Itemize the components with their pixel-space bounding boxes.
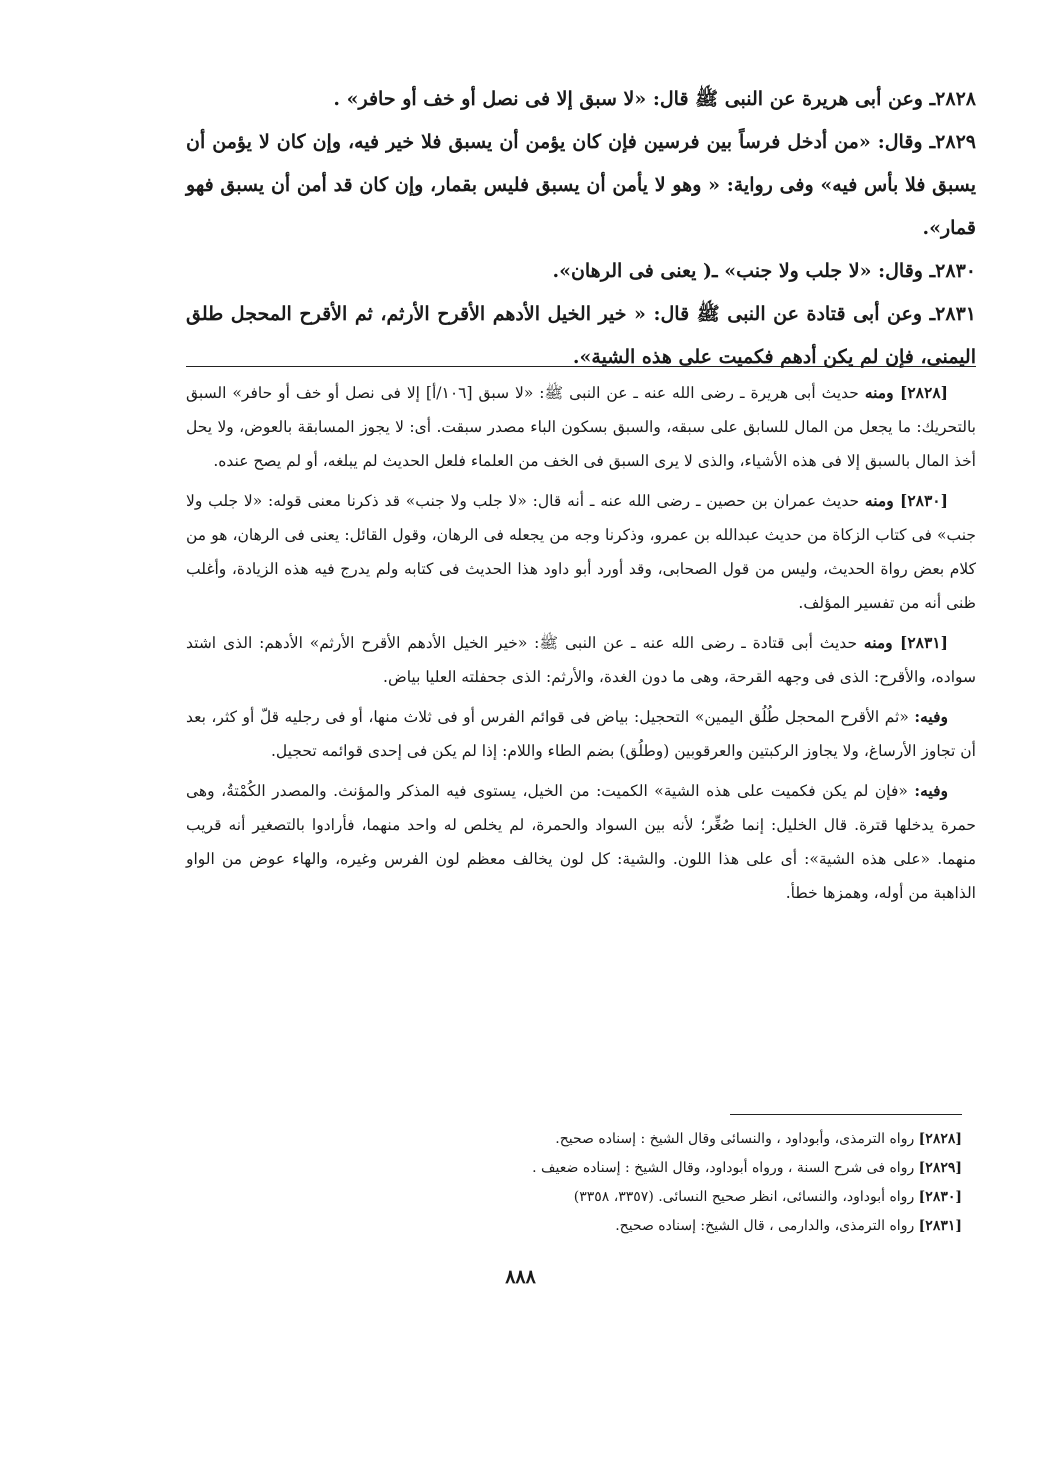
commentary-section — [186, 376, 976, 916]
commentary-text: حديث عمران بن حصين ـ رضى الله عنه ـ أنه قال: «لا جلب ولا جنب» قد ذكرنا معنى قوله: «لا جلب ولا جنب» فى كتاب الزكاة من حديث عبدالله بن عمرو، وذكرنا وجه من يجعله فى الرهان، وقول القائل: يعنى فى الرهان، هو من كلام بعض رواة الحديث، وليس من قول الصحابى، وقد أورد أبو داود هذا الحديث فى كتابه ولم يدرج فيه هذه الزيادة، وأغلب ظنى أنه من تفسير المؤلف. — [186, 492, 976, 612]
commentary-text: «فإن لم يكن فكميت على هذه الشية» الكميت: من الخيل، يستوى فيه المذكر والمؤنث. والمصدر الكُمْتةُ، وهى حمرة يدخلها قترة. قال الخليل: إنما صُغِّر؛ لأنه بين السواد والحمرة، لم يخلص له واحد منهما، فأرادوا بالتصغير أنه قريب منهما. «على هذه الشية»: أى على هذا اللون. والشية: كل لون يخالف معظم لون الفرس وغيره، والهاء عوض من الواو الذاهبة من أوله، وهمزها خطأ. — [186, 782, 976, 902]
footnote-2829 — [400, 1154, 962, 1183]
commentary-text: «ثم الأقرح المحجل طُلُق اليمين» التحجيل: بياض فى قوائم الفرس أو فى ثلاث منها، أو فى رجليه قلّ أو كثر، بعد أن تجاوز الأرساغ، ولا يجاوز الركبتين والعرقوبين (وطلُق) بضم الطاء واللام: إذا لم يكن فى إحدى قوائمه تحجيل. — [186, 708, 976, 760]
footnote-number: [٢٨٣١] — [918, 1218, 962, 1234]
hadith-number: ٢٨٣٠ـ — [929, 260, 976, 282]
footnotes-section — [400, 1125, 962, 1241]
footnote-number: [٢٨٢٨] — [918, 1131, 962, 1147]
footnote-divider — [730, 1114, 962, 1115]
hadith-text: وقال: «لا جلب ولا جنب» ـ( يعنى فى الرهان». — [552, 260, 923, 282]
page-number: ٨٨٨ — [505, 1266, 536, 1288]
footnote-number: [٢٨٣٠] — [918, 1189, 962, 1205]
commentary-text: حديث أبى هريرة ـ رضى الله عنه ـ عن النبى ﷺ: «لا سبق [١٠٦/أ] إلا فى نصل أو خف أو حافر» السبق بالتحريك: ما يجعل من المال للسابق على سبقه، والسبق بسكون الباء مصدر سبقت. أى: لا يجوز المسابقة بالعوض، ولا يحل أخذ المال بالسبق إلا فى هذه الأشياء، والذى لا يرى السبق فى الخف من العلماء فلعل الحديث لم يبلغه، أو لم يصح عنده. — [186, 384, 976, 470]
commentary-text: حديث أبى قتادة ـ رضى الله عنه ـ عن النبى ﷺ: «خير الخيل الأدهم الأقرح الأرثم» الأدهم: الذى اشتد سواده، والأقرح: الذى فى وجهه القرحة، وهى ما دون الغدة، والأرثم: الذى جحفلته العليا بياض. — [186, 634, 976, 686]
footnote-text: رواه فى شرح السنة ، ورواه أبوداود، وقال الشيخ : إسناده ضعيف . — [532, 1160, 915, 1176]
commentary-lead: [٢٨٣١] ومنه — [863, 633, 948, 652]
footnote-text: رواه الترمذى، وأبوداود ، والنسائى وقال الشيخ : إسناده صحيح. — [555, 1131, 915, 1147]
footnote-text: رواه أبوداود، والنسائى، انظر صحيح النسائى. (٣٣٥٧، ٣٣٥٨) — [573, 1189, 915, 1205]
hadith-text: وقال: «من أدخل فرساً بين فرسين فإن كان يؤمن أن يسبق فلا خير فيه، وإن كان لا يؤمن أن يسبق فلا بأس فيه» وفى رواية: « وهو لا يأمن أن يسبق فليس بقمار، وإن كان قد أمن أن يسبق فهو قمار». — [186, 131, 976, 239]
hadith-number: ٢٨٣١ـ — [929, 303, 976, 325]
hadith-2830 — [186, 250, 976, 293]
commentary-2828 — [186, 376, 976, 478]
hadith-text: وعن أبى هريرة عن النبى ﷺ قال: «لا سبق إلا فى نصل أو خف أو حافر» . — [333, 88, 923, 110]
footnote-2830 — [400, 1183, 962, 1212]
footnote-number: [٢٨٢٩] — [918, 1160, 962, 1176]
commentary-lead: وفيه: — [914, 707, 948, 726]
hadith-2828 — [186, 78, 976, 121]
commentary-2831-kumait — [186, 774, 976, 910]
hadith-number: ٢٨٢٨ـ — [929, 88, 976, 110]
footnote-2828 — [400, 1125, 962, 1154]
hadith-number: ٢٨٢٩ـ — [929, 131, 976, 153]
commentary-2831 — [186, 626, 976, 694]
footnote-text: رواه الترمذى، والدارمى ، قال الشيخ: إسناده صحيح. — [615, 1218, 915, 1234]
commentary-lead: [٢٨٣٠] ومنه — [864, 491, 948, 510]
hadith-2829 — [186, 121, 976, 250]
commentary-lead: وفيه: — [914, 781, 948, 800]
commentary-lead: [٢٨٢٨] ومنه — [864, 383, 948, 402]
commentary-2830 — [186, 484, 976, 620]
footnote-2831 — [400, 1212, 962, 1241]
section-divider — [186, 366, 976, 367]
commentary-2831-tahjil — [186, 700, 976, 768]
hadith-text: وعن أبى قتادة عن النبى ﷺ قال: « خير الخيل الأدهم الأقرح الأرثم، ثم الأقرح المحجل طلق اليمنى، فإن لم يكن أدهم فكميت على هذه الشية». — [186, 303, 976, 368]
hadith-section — [186, 78, 976, 379]
